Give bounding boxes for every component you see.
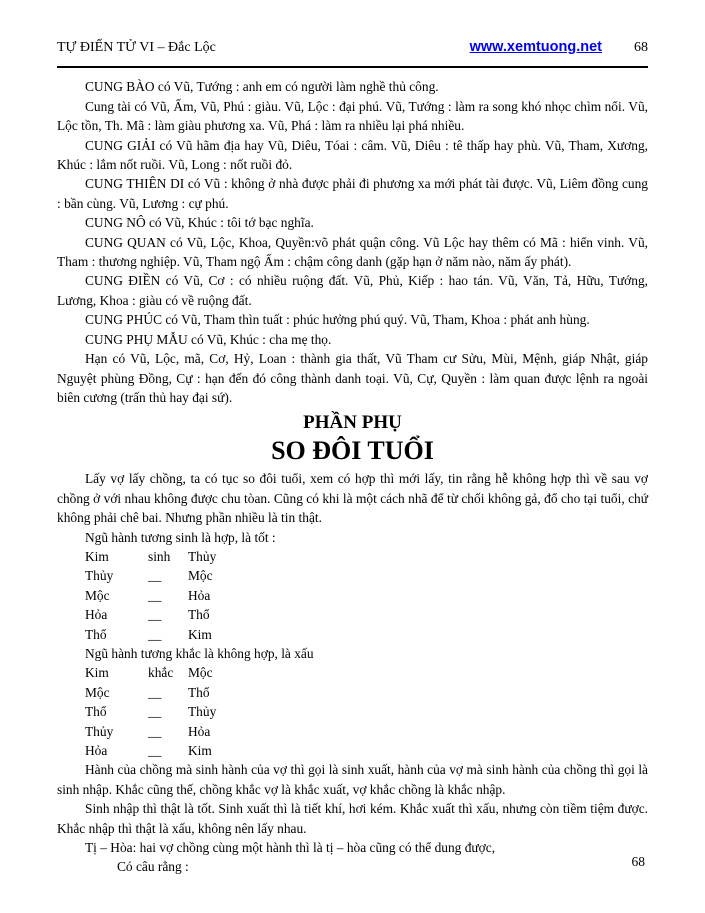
element-left: Thổ <box>85 704 107 720</box>
footer-page-number: 68 <box>631 853 645 869</box>
header-right-group <box>470 38 648 57</box>
khac-row <box>85 741 648 760</box>
sinh-row <box>85 625 648 644</box>
element-right: Hỏa <box>188 587 211 603</box>
relation-label: __ <box>148 587 162 603</box>
paragraph-cung-thien-di: CUNG THIÊN DI có Vũ : không ở nhà được phải đi phương xa mới phát tài được. Vũ, Liêm đồng cung : bần cùng. Vũ, Lương : cự phú. <box>57 176 648 211</box>
relation-label: __ <box>148 626 162 642</box>
relation-label: __ <box>148 607 162 623</box>
relation-label: __ <box>148 684 162 700</box>
sinh-row <box>85 586 648 605</box>
element-left: Thổ <box>85 626 107 642</box>
element-right: Thủy <box>188 548 217 564</box>
element-left: Mộc <box>85 684 110 700</box>
website-link[interactable]: www.xemtuong.net <box>469 39 602 55</box>
paragraph-ti-hoa: Tị – Hòa: hai vợ chồng cùng một hành thì là tị – hòa cũng có thể dung được, <box>85 840 496 856</box>
khac-row <box>85 683 648 702</box>
khac-list-label: Ngũ hành tương khắc là không hợp, là xấu <box>85 645 314 661</box>
element-right: Kim <box>188 743 212 758</box>
paragraph-cung-phuc: CUNG PHÚC có Vũ, Tham thìn tuất : phúc hưởng phú quý. Vũ, Tham, Khoa : phát anh hùng. <box>85 312 590 328</box>
paragraph-cung-tai: Cung tài có Vũ, Ấm, Vũ, Phú : giàu. Vũ, Lộc : đại phú. Vũ, Tướng : làm ra song khó nhọc chìm nổi. Vũ, Lộc tồn, Th. Mã : làm giàu phương xa. Vũ, Phá : làm ra nhiều lại phá nhiều. <box>57 98 648 134</box>
paragraph-cung-no: CUNG NÔ có Vũ, Khúc : tôi tớ bạc nghĩa. <box>85 215 314 231</box>
element-right: Thổ <box>188 684 210 700</box>
relation-label: khắc <box>148 665 174 681</box>
part-heading: PHẦN PHỤ <box>303 412 402 434</box>
element-left: Thủy <box>85 723 114 739</box>
element-left: Kim <box>85 548 109 564</box>
relation-label: __ <box>148 704 162 720</box>
header-divider <box>57 66 648 68</box>
element-left: Kim <box>85 665 109 681</box>
element-right: Thủy <box>188 704 217 720</box>
khac-row <box>85 702 648 721</box>
element-left: Hỏa <box>85 743 108 758</box>
paragraph-cung-bao: CUNG BÀO có Vũ, Tướng : anh em có người làm nghề thủ công. <box>85 79 439 95</box>
element-left: Hỏa <box>85 607 108 623</box>
element-right: Thổ <box>188 607 210 623</box>
sinh-row <box>85 566 648 585</box>
khac-row <box>85 663 648 682</box>
section-headings <box>57 411 648 467</box>
element-left: Mộc <box>85 587 110 603</box>
paragraph-intro: Lấy vợ lấy chồng, ta có tục so đôi tuổi, xem có hợp thì mới lấy, tin rằng hễ không hợp thì về sau vợ chồng ở với nhau không được chu tòan. Cũng có khi là một cách nhã để từ chối không gả, đổ cho tại tuổi, chứ không phải chê bai. Nhưng phần nhiều là tin thật. <box>57 471 648 526</box>
paragraph-sinh-nhap-tot: Sinh nhập thì thật là tốt. Sinh xuất thì là tiết khí, hơi kém. Khắc xuất thì xấu, nhưng còn tiềm tiệm được. Khắc nhập thì thật là xấu, không nên lấy nhau. <box>57 801 648 836</box>
paragraph-co-cau-rang: Có câu rằng : <box>117 859 189 875</box>
sinh-row <box>85 605 648 624</box>
khac-row <box>85 722 648 741</box>
paragraph-cung-quan: CUNG QUAN có Vũ, Lộc, Khoa, Quyền:võ phát quận công. Vũ Lộc hay thêm có Mã : hiển vinh. Vũ, Tham : thương nghiệp. Vũ, Tham ngộ Ấm : chậm công danh (gặp hạn ở năm nào, năm ấy phát). <box>57 234 648 270</box>
relation-label: __ <box>148 743 162 758</box>
paragraph-cung-dien: CUNG ĐIỀN có Vũ, Cơ : có nhiều ruộng đất. Vũ, Phủ, Kiếp : hao tán. Vũ, Văn, Tả, Hữu, Tướng, Lương, Khoa : giàu có về ruộng đất. <box>57 273 648 308</box>
relation-label: sinh <box>148 548 171 564</box>
section-title: SO ĐÔI TUỔI <box>271 436 434 466</box>
page-header <box>57 38 648 57</box>
element-right: Mộc <box>188 568 213 584</box>
header-title: TỰ ĐIỂN TỬ VI – Đắc Lộc <box>57 40 216 55</box>
sinh-row <box>85 547 648 566</box>
paragraph-cung-giai: CUNG GIẢI có Vũ hãm địa hay Vũ, Diêu, Tóai : câm. Vũ, Diêu : tê thấp hay phù. Vũ, Tham, Xương, Khúc : lắm nốt ruồi. Vũ, Long : nốt ruồi đỏ. <box>57 137 648 173</box>
element-right: Kim <box>188 626 212 642</box>
paragraph-cung-phu-mau: CUNG PHỤ MẪU có Vũ, Khúc : cha mẹ thọ. <box>85 331 332 347</box>
element-left: Thủy <box>85 568 114 584</box>
paragraph-han: Hạn có Vũ, Lộc, mã, Cơ, Hỷ, Loan : thành gia thất, Vũ Tham cư Sửu, Mùi, Mệnh, giáp Nhật, giáp Nguyệt phùng Đồng, Cự : hạn đến đó công thành danh toại. Vũ, Cự, Quyền : làm quan được lệnh ra ngoài biên cương (trấn thủ hay đại sứ). <box>57 351 648 405</box>
sinh-list-label: Ngũ hành tương sinh là hợp, là tốt : <box>85 529 276 545</box>
relation-label: __ <box>148 568 162 584</box>
element-right: Hỏa <box>188 723 211 739</box>
paragraph-sinh-xuat-nhap: Hành của chồng mà sinh hành của vợ thì gọi là sinh xuất, hành của vợ mà sinh hành của chồng thì gọi là sinh nhập. Khắc cũng thế, chồng khắc vợ là khắc xuất, vợ khắc chồng là khắc nhập. <box>57 762 648 797</box>
relation-label: __ <box>148 723 162 739</box>
header-page-number: 68 <box>634 40 648 55</box>
element-right: Mộc <box>188 665 213 681</box>
